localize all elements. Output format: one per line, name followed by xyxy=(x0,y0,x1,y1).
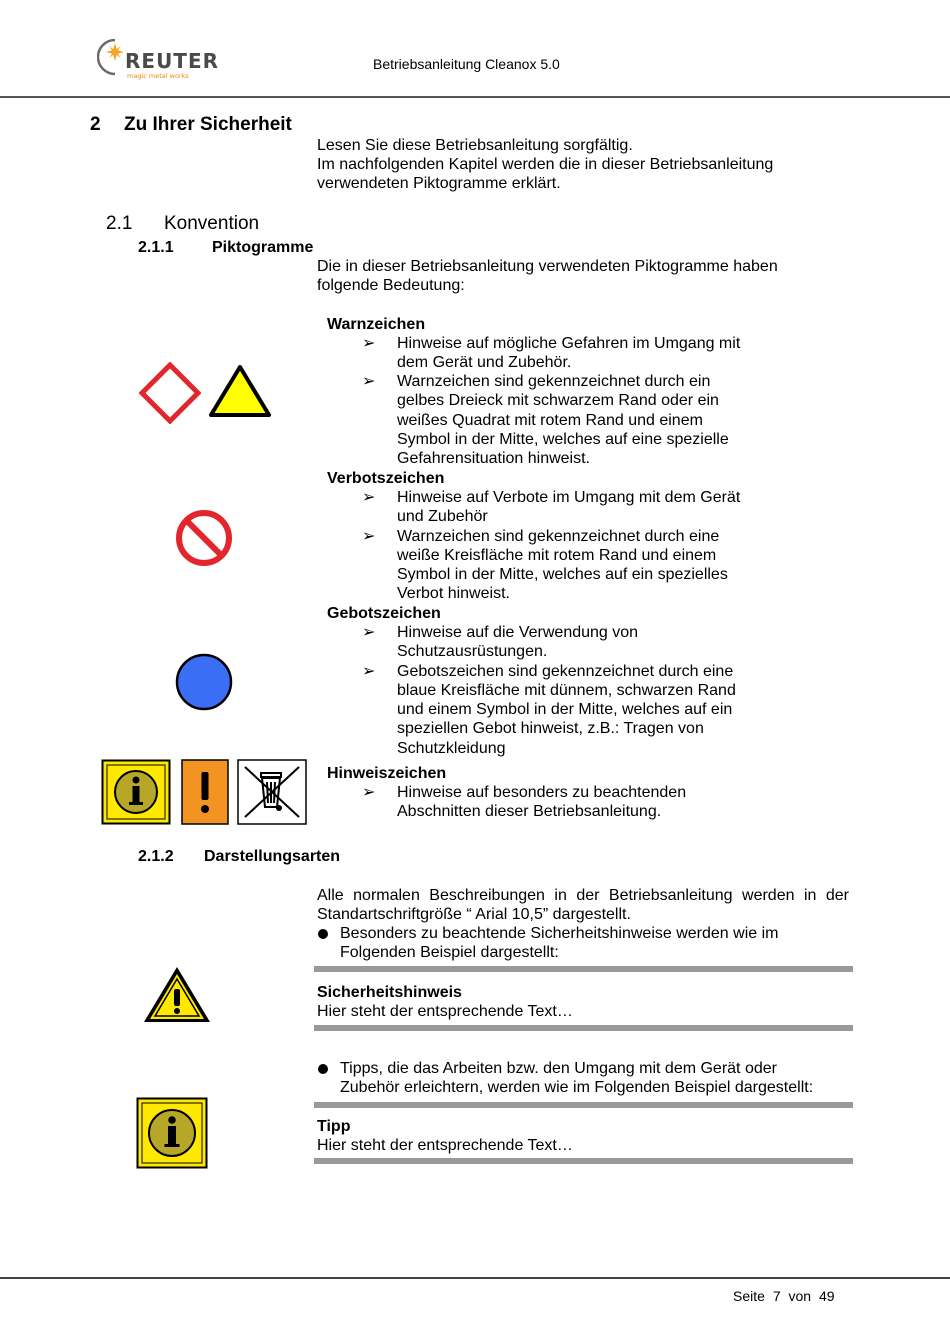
page-current: 7 xyxy=(772,1288,781,1304)
gebotszeichen-heading: Gebotszeichen xyxy=(327,605,441,622)
reuter-logo xyxy=(97,36,232,82)
verbot-item-2-line-2: weiße Kreisfläche mit rotem Rand und einem xyxy=(397,547,717,564)
darstellung-para-line-1: Alle normalen Beschreibungen in der Betriebsanleitung werden in der xyxy=(317,887,849,904)
section-2-1-2-title: Darstellungsarten xyxy=(204,848,341,865)
warn-item-2-line-1: Warnzeichen sind gekennzeichnet durch ein xyxy=(397,373,711,390)
section-2-intro-2: Im nachfolgenden Kapitel werden die in dieser Betriebsanleitung xyxy=(317,156,774,173)
warn-item-1-line-1: Hinweise auf mögliche Gefahren im Umgang mit xyxy=(397,335,741,352)
exclamation-orange-icon xyxy=(181,759,229,825)
footer-rule xyxy=(0,1277,950,1279)
section-2-title: Zu Ihrer Sicherheit xyxy=(124,114,292,135)
bullet-dot-icon xyxy=(318,1064,328,1074)
gebot-item-2-line-2: blaue Kreisfläche mit dünnem, schwarzen Rand xyxy=(397,682,736,699)
section-2-1-title: Konvention xyxy=(164,213,260,234)
mandatory-blue-circle-icon xyxy=(174,652,234,712)
warning-triangle-icon xyxy=(208,364,272,418)
logo-wordmark: REUTER xyxy=(125,49,220,73)
header xyxy=(0,0,950,100)
page-label: Seite xyxy=(733,1288,765,1304)
header-rule xyxy=(0,96,950,98)
bullet-dot-icon xyxy=(318,929,328,939)
verbot-item-2-line-3: Symbol in der Mitte, welches auf ein spezielles xyxy=(397,566,728,583)
page-of-label: von xyxy=(788,1288,812,1304)
gebot-item-1-line-2: Schutzausrüstungen. xyxy=(397,643,548,660)
verbot-item-2-line-4: Verbot hinweist. xyxy=(397,585,510,602)
arrow-bullet-icon: ➢ xyxy=(362,784,376,801)
page-total: 49 xyxy=(818,1288,835,1304)
bullet-2-line-2: Zubehör erleichtern, werden wie im Folgenden Beispiel dargestellt: xyxy=(340,1079,814,1096)
verbotszeichen-heading: Verbotszeichen xyxy=(327,470,445,487)
warn-item-2-line-2: gelbes Dreieck mit schwarzem Rand oder ein xyxy=(397,392,719,409)
info-icon xyxy=(136,1097,208,1169)
arrow-bullet-icon: ➢ xyxy=(362,373,376,390)
arrow-bullet-icon: ➢ xyxy=(362,335,376,352)
page-number xyxy=(733,1288,835,1304)
piktogramme-intro-2: folgende Bedeutung: xyxy=(317,277,465,294)
tip-box-top-bar xyxy=(314,1102,853,1108)
arrow-bullet-icon: ➢ xyxy=(362,528,376,545)
tip-box-text: Hier steht der entsprechende Text… xyxy=(317,1137,573,1154)
warnzeichen-heading: Warnzeichen xyxy=(327,316,426,333)
safety-box-bottom-bar xyxy=(314,1025,853,1031)
bullet-1-line-2: Folgenden Beispiel dargestellt: xyxy=(340,944,559,961)
warning-diamond-icon xyxy=(139,362,201,424)
section-2-intro-3: verwendeten Piktogramme erklärt. xyxy=(317,175,561,192)
gebot-item-2-line-5: Schutzkleidung xyxy=(397,740,506,757)
warn-item-2-line-3: weißes Quadrat mit rotem Rand und einem xyxy=(397,412,703,429)
logo-tagline: magic metal works xyxy=(127,72,189,80)
hinweis-item-1-line-2: Abschnitten dieser Betriebsanleitung. xyxy=(397,803,662,820)
crossed-bin-icon xyxy=(237,759,307,825)
safety-box-title: Sicherheitshinweis xyxy=(317,984,462,1001)
gebot-item-1-line-1: Hinweise auf die Verwendung von xyxy=(397,624,639,641)
section-2-intro-1: Lesen Sie diese Betriebsanleitung sorgfältig. xyxy=(317,137,633,154)
piktogramme-intro-1: Die in dieser Betriebsanleitung verwendeten Piktogramme haben xyxy=(317,258,778,275)
safety-box-text: Hier steht der entsprechende Text… xyxy=(317,1003,573,1020)
verbot-item-2-line-1: Warnzeichen sind gekennzeichnet durch eine xyxy=(397,528,720,545)
section-2-number: 2 xyxy=(90,114,101,135)
bullet-2-line-1: Tipps, die das Arbeiten bzw. den Umgang mit dem Gerät oder xyxy=(340,1060,777,1077)
warn-item-2-line-5: Gefahrensituation hinweist. xyxy=(397,450,590,467)
prohibition-icon xyxy=(175,509,233,567)
warn-item-2-line-4: Symbol in der Mitte, welches auf eine spezielle xyxy=(397,431,729,448)
section-2-1-number: 2.1 xyxy=(106,213,133,234)
document-title: Betriebsanleitung Cleanox 5.0 xyxy=(373,56,560,72)
tip-box-bottom-bar xyxy=(314,1158,853,1164)
gebot-item-2-line-3: und einem Symbol in der Mitte, welches auf ein xyxy=(397,701,733,718)
warning-triangle-icon xyxy=(141,964,213,1026)
gebot-item-2-line-4: speziellen Gebot hinweist, z.B.: Tragen von xyxy=(397,720,704,737)
warn-item-1-line-2: dem Gerät und Zubehör. xyxy=(397,354,572,371)
tip-box-title: Tipp xyxy=(317,1118,351,1135)
safety-box-top-bar xyxy=(314,966,853,972)
info-icon xyxy=(101,759,171,825)
section-2-1-1-title: Piktogramme xyxy=(212,239,314,256)
verbot-item-1-line-2: und Zubehör xyxy=(397,508,488,525)
section-2-1-2-number: 2.1.2 xyxy=(138,848,174,865)
arrow-bullet-icon: ➢ xyxy=(362,663,376,680)
verbot-item-1-line-1: Hinweise auf Verbote im Umgang mit dem Gerät xyxy=(397,489,741,506)
bullet-1-line-1: Besonders zu beachtende Sicherheitshinweise werden wie im xyxy=(340,925,779,942)
arrow-bullet-icon: ➢ xyxy=(362,624,376,641)
arrow-bullet-icon: ➢ xyxy=(362,489,376,506)
section-2-1-1-number: 2.1.1 xyxy=(138,239,174,256)
gebot-item-2-line-1: Gebotszeichen sind gekennzeichnet durch eine xyxy=(397,663,734,680)
hinweis-item-1-line-1: Hinweise auf besonders zu beachtenden xyxy=(397,784,687,801)
darstellung-para-line-2: Standartschriftgröße “ Arial 10,5” dargestellt. xyxy=(317,906,631,923)
hinweiszeichen-heading: Hinweiszeichen xyxy=(327,765,447,782)
